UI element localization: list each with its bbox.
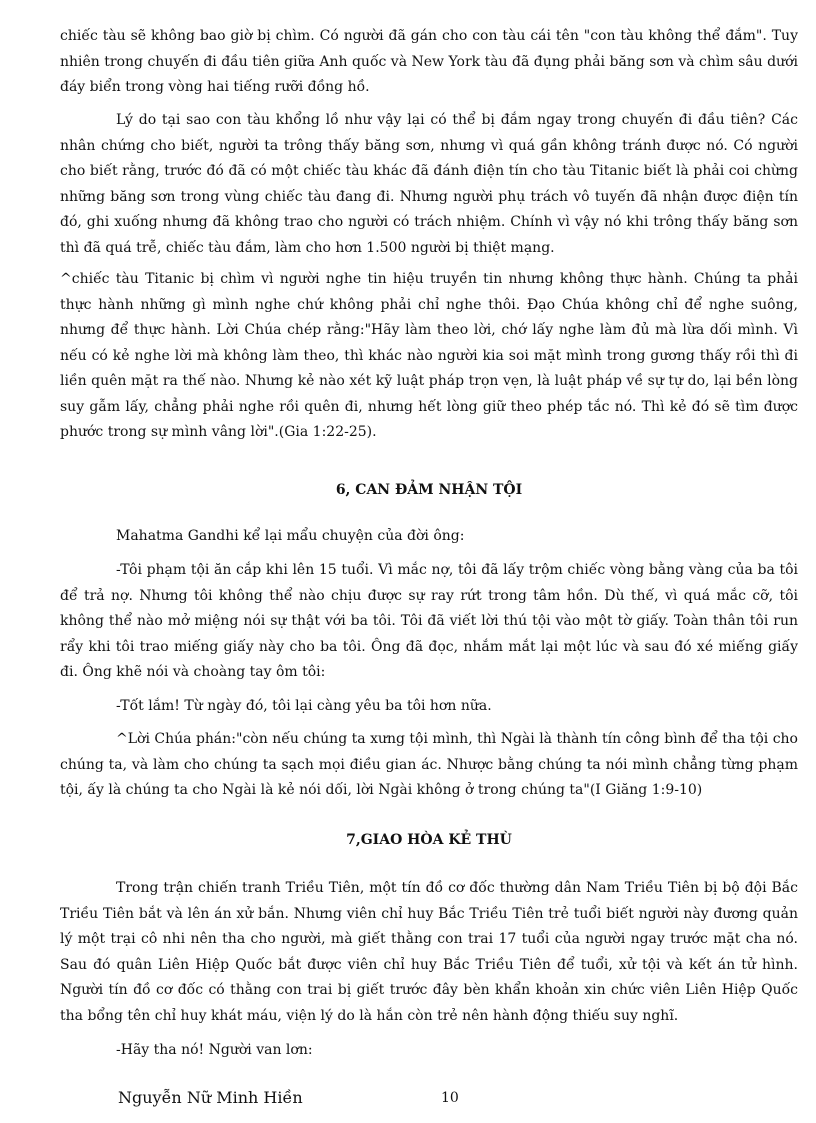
paragraph-gandhi-story: -Tôi phạm tội ăn cắp khi lên 15 tuổi. Vì mắc nợ, tôi đã lấy trộm chiếc vòng bằng vàng của ba tôi để trả nợ. Nhưng tôi không thể nào chịu được sự ray rứt trong tâm hồn. Dù thế, vì quá mắc cỡ, tôi không thể nào mở miệng nói sự thật với ba tôi. Tôi đã viết lời thú tội vào một tờ giấy. Toàn thân tôi run rẩy khi tôi trao miếng giấy này cho ba tôi. Ông đã đọc, nhắm mắt lại một lúc và sau đó xé miếng giấy đi. Ông khẽ nói và choàng tay ôm tôi:	[60, 562, 798, 680]
page-number: 10	[441, 1090, 459, 1106]
section-heading-7: 7,GIAO HÒA KẺ THÙ	[346, 832, 512, 848]
paragraph-titanic-lesson: ^chiếc tàu Titanic bị chìm vì người nghe tin hiệu truyền tin nhưng không thực hành. Chúng ta phải thực hành những gì mình nghe chứ không phải chỉ nghe thôi. Đạo Chúa không chỉ để nghe suông, nhưng để thực hành. Lời Chúa chép rằng:"Hãy làm theo lời, chớ lấy nghe làm đủ mà lừa dối mình. Vì nếu có kẻ nghe lời mà không làm theo, thì khác nào người kia soi mặt mình trong gương thấy rồi thì đi liền quên mặt ra thế nào. Nhưng kẻ nào xét kỹ luật pháp trọn vẹn, là luật pháp về sự tự do, lại bền lòng suy gẫm lấy, chẳng phải nghe rồi quên đi, nhưng hết lòng giữ theo phép tắc nó. Thì kẻ đó sẽ tìm được phước trong sự mình vâng lời".(Gia 1:22-25).	[60, 271, 798, 440]
paragraph-plea: -Hãy tha nó! Người van lơn:	[116, 1042, 313, 1058]
paragraph-titanic-intro: chiếc tàu sẽ không bao giờ bị chìm. Có người đã gán cho con tàu cái tên "con tàu không thể đắm". Tuy nhiên trong chuyến đi đầu tiên giữa Anh quốc và New York tàu đã đụng phải băng sơn và chìm sâu dưới đáy biển trong vòng hai tiếng rưỡi đồng hồ.	[60, 28, 798, 95]
paragraph-titanic-reason: Lý do tại sao con tàu khổng lồ như vậy lại có thể bị đắm ngay trong chuyến đi đầu tiên? Các nhân chứng cho biết, người ta trông thấy băng sơn, nhưng vì quá gần không tránh được nó. Có người cho biết rằng, trước đó đã có một chiếc tàu khác đã đánh điện tín cho tàu Titanic biết là phải coi chừng những băng sơn trong vùng chiếc tàu đang đi. Nhưng người phụ trách vô tuyến đã nhận được điện tín đó, ghi xuống nhưng đã không trao cho người có trách nhiệm. Chính vì vậy nó khi trông thấy băng sơn thì đã quá trễ, chiếc tàu đắm, làm cho hơn 1.500 người bị thiệt mạng.	[60, 112, 798, 256]
section-heading-6: 6, CAN ĐẢM NHẬN TỘI	[335, 482, 523, 498]
footer-author: Nguyễn Nữ Minh Hiền	[118, 1088, 303, 1107]
paragraph-scripture-confession: ^Lời Chúa phán:"còn nếu chúng ta xưng tội mình, thì Ngài là thành tín công bình để tha tội cho chúng ta, và làm cho chúng ta sạch mọi điều gian ác. Nhược bằng chúng ta nói mình chẳng từng phạm tội, ấy là chúng ta cho Ngài là kẻ nói dối, lời Ngài không ở trong chúng ta"(I Giăng 1:9-10)	[60, 731, 798, 798]
paragraph-gandhi-father: -Tốt lắm! Từ ngày đó, tôi lại càng yêu ba tôi hơn nữa.	[116, 698, 492, 714]
paragraph-gandhi-intro: Mahatma Gandhi kể lại mẩu chuyện của đời ông:	[116, 528, 465, 544]
paragraph-korea-story: Trong trận chiến tranh Triều Tiên, một tín đồ cơ đốc thường dân Nam Triều Tiên bị bộ đội Bắc Triều Tiên bắt và lên án xử bắn. Nhưng viên chỉ huy Bắc Triều Tiên trẻ tuổi biết người này đương quản lý một trại cô nhi nên tha cho người, mà giết thằng con trai 17 tuổi của người ngay trước mặt cha nó. Sau đó quân Liên Hiệp Quốc bắt được viên chỉ huy Bắc Triều Tiên để tuổi, xử tội và kết án tử hình. Người tín đồ cơ đốc có thằng con trai bị giết trước đây bèn khẩn khoản xin chức viên Liên Hiệp Quốc tha bổng tên chỉ huy khát máu, viện lý do là hắn còn trẻ nên hành động thiếu suy nghĩ.	[60, 880, 798, 1024]
